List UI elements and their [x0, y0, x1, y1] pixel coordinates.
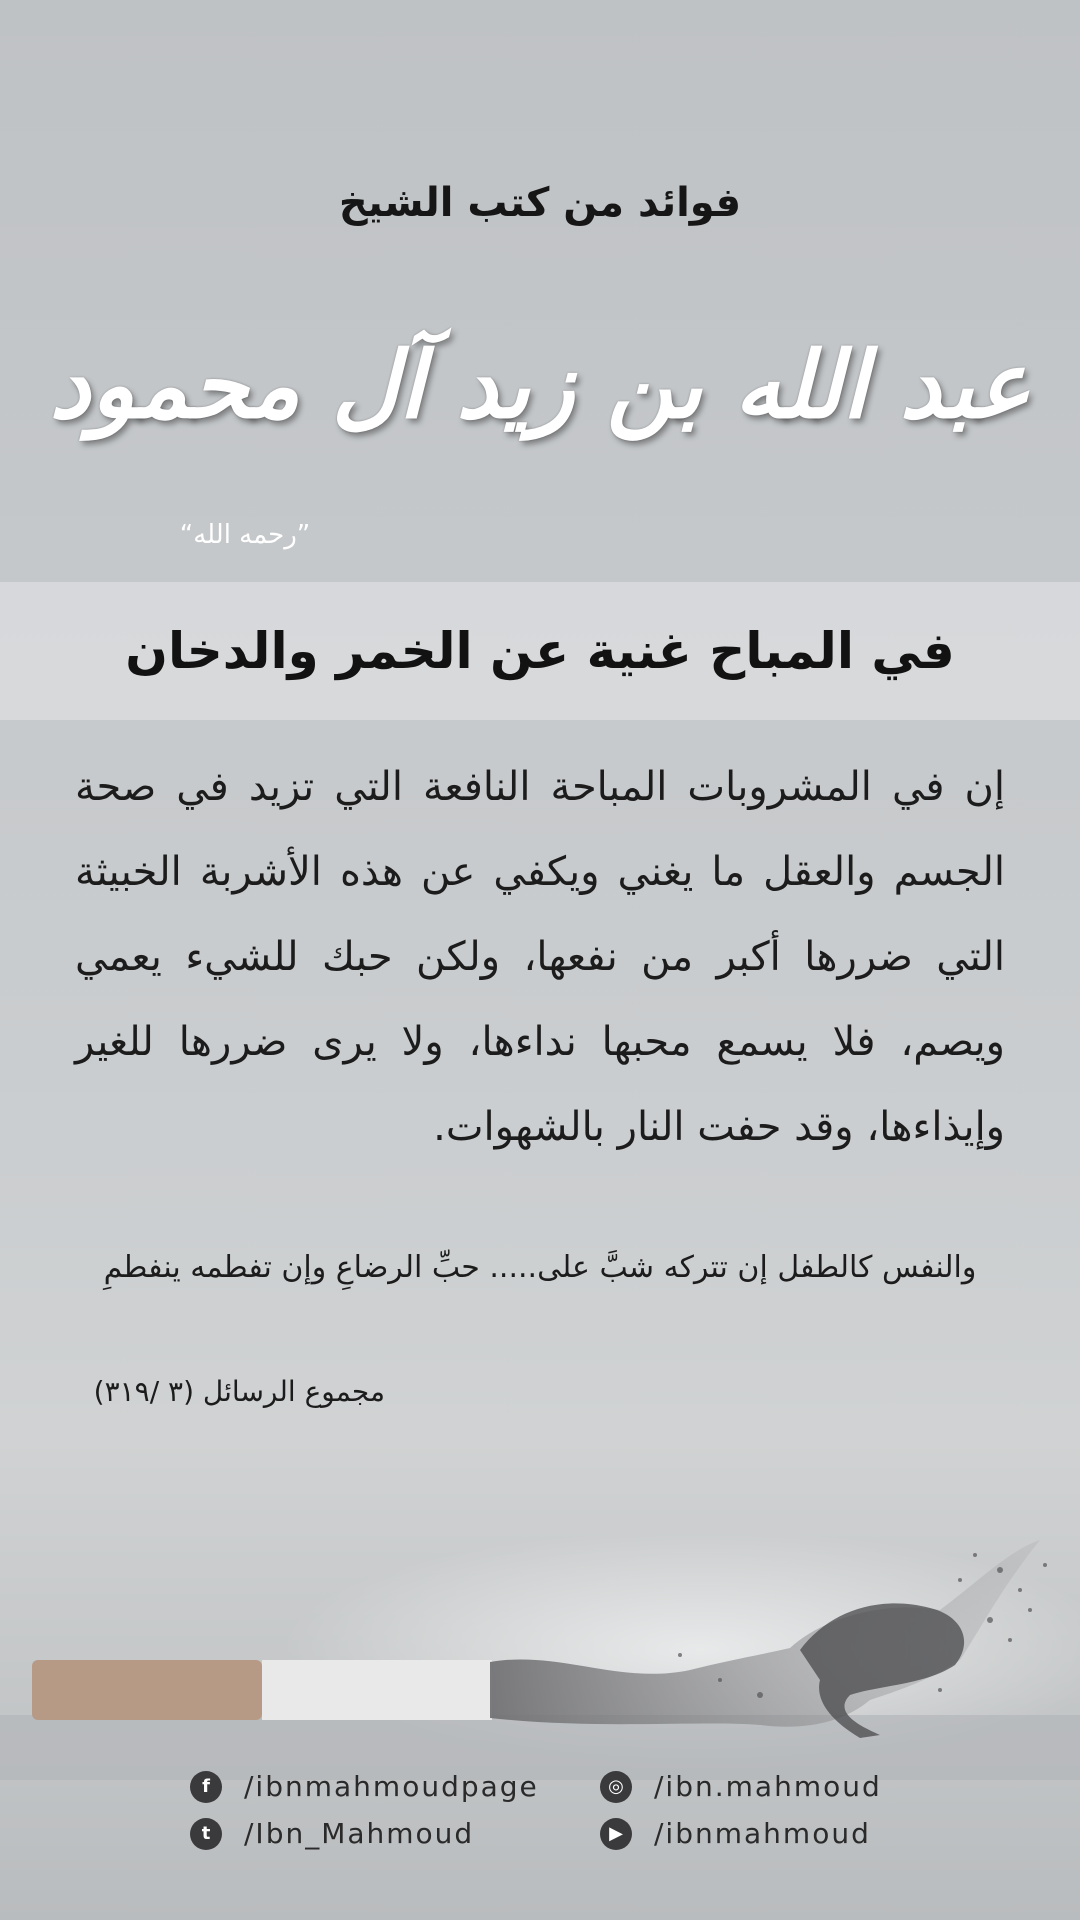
- honorific: ”رحمه الله“: [179, 520, 311, 550]
- social-link-youtube[interactable]: [600, 1817, 910, 1850]
- social-label: /ibn.mahmoud: [654, 1770, 882, 1803]
- author-name-calligraphy: عبد الله بن زيد آل محمود: [49, 331, 1031, 439]
- social-link-instagram[interactable]: [600, 1770, 910, 1803]
- title-band: [0, 582, 1080, 720]
- social-label: /ibnmahmoud: [654, 1817, 871, 1850]
- social-label: /Ibn_Mahmoud: [244, 1817, 475, 1850]
- poetry-verse: والنفس كالطفل إن تتركه شبَّ على..... حبِّ الرضاعِ وإن تفطمه ينفطمِ: [103, 1250, 977, 1285]
- instagram-icon: ◎: [600, 1771, 632, 1803]
- cigarette-illustration: [0, 1480, 1080, 1780]
- social-links: [190, 1770, 910, 1850]
- source-reference: مجموع الرسائل (٣ /٣١٩): [93, 1375, 385, 1408]
- facebook-icon: f: [190, 1771, 222, 1803]
- social-link-twitter[interactable]: [190, 1817, 600, 1850]
- youtube-icon: ▶: [600, 1818, 632, 1850]
- page-title: في المباح غنية عن الخمر والدخان: [125, 622, 955, 680]
- social-label: /ibnmahmoudpage: [244, 1770, 539, 1803]
- body-paragraph: إن في المشروبات المباحة النافعة التي تزيد في صحة الجسم والعقل ما يغني ويكفي عن هذه الأشربة الخبيثة التي ضررها أكبر من نفعها، ولكن حبك للشيء يعمي ويصم، فلا يسمع محبها نداءها، ولا يرى ضررها للغير وإيذاءها، وقد حفت النار بالشهوات.: [75, 764, 1005, 1150]
- poster-subtitle: فوائد من كتب الشيخ: [338, 180, 742, 226]
- social-link-facebook[interactable]: [190, 1770, 600, 1803]
- twitter-icon: t: [190, 1818, 222, 1850]
